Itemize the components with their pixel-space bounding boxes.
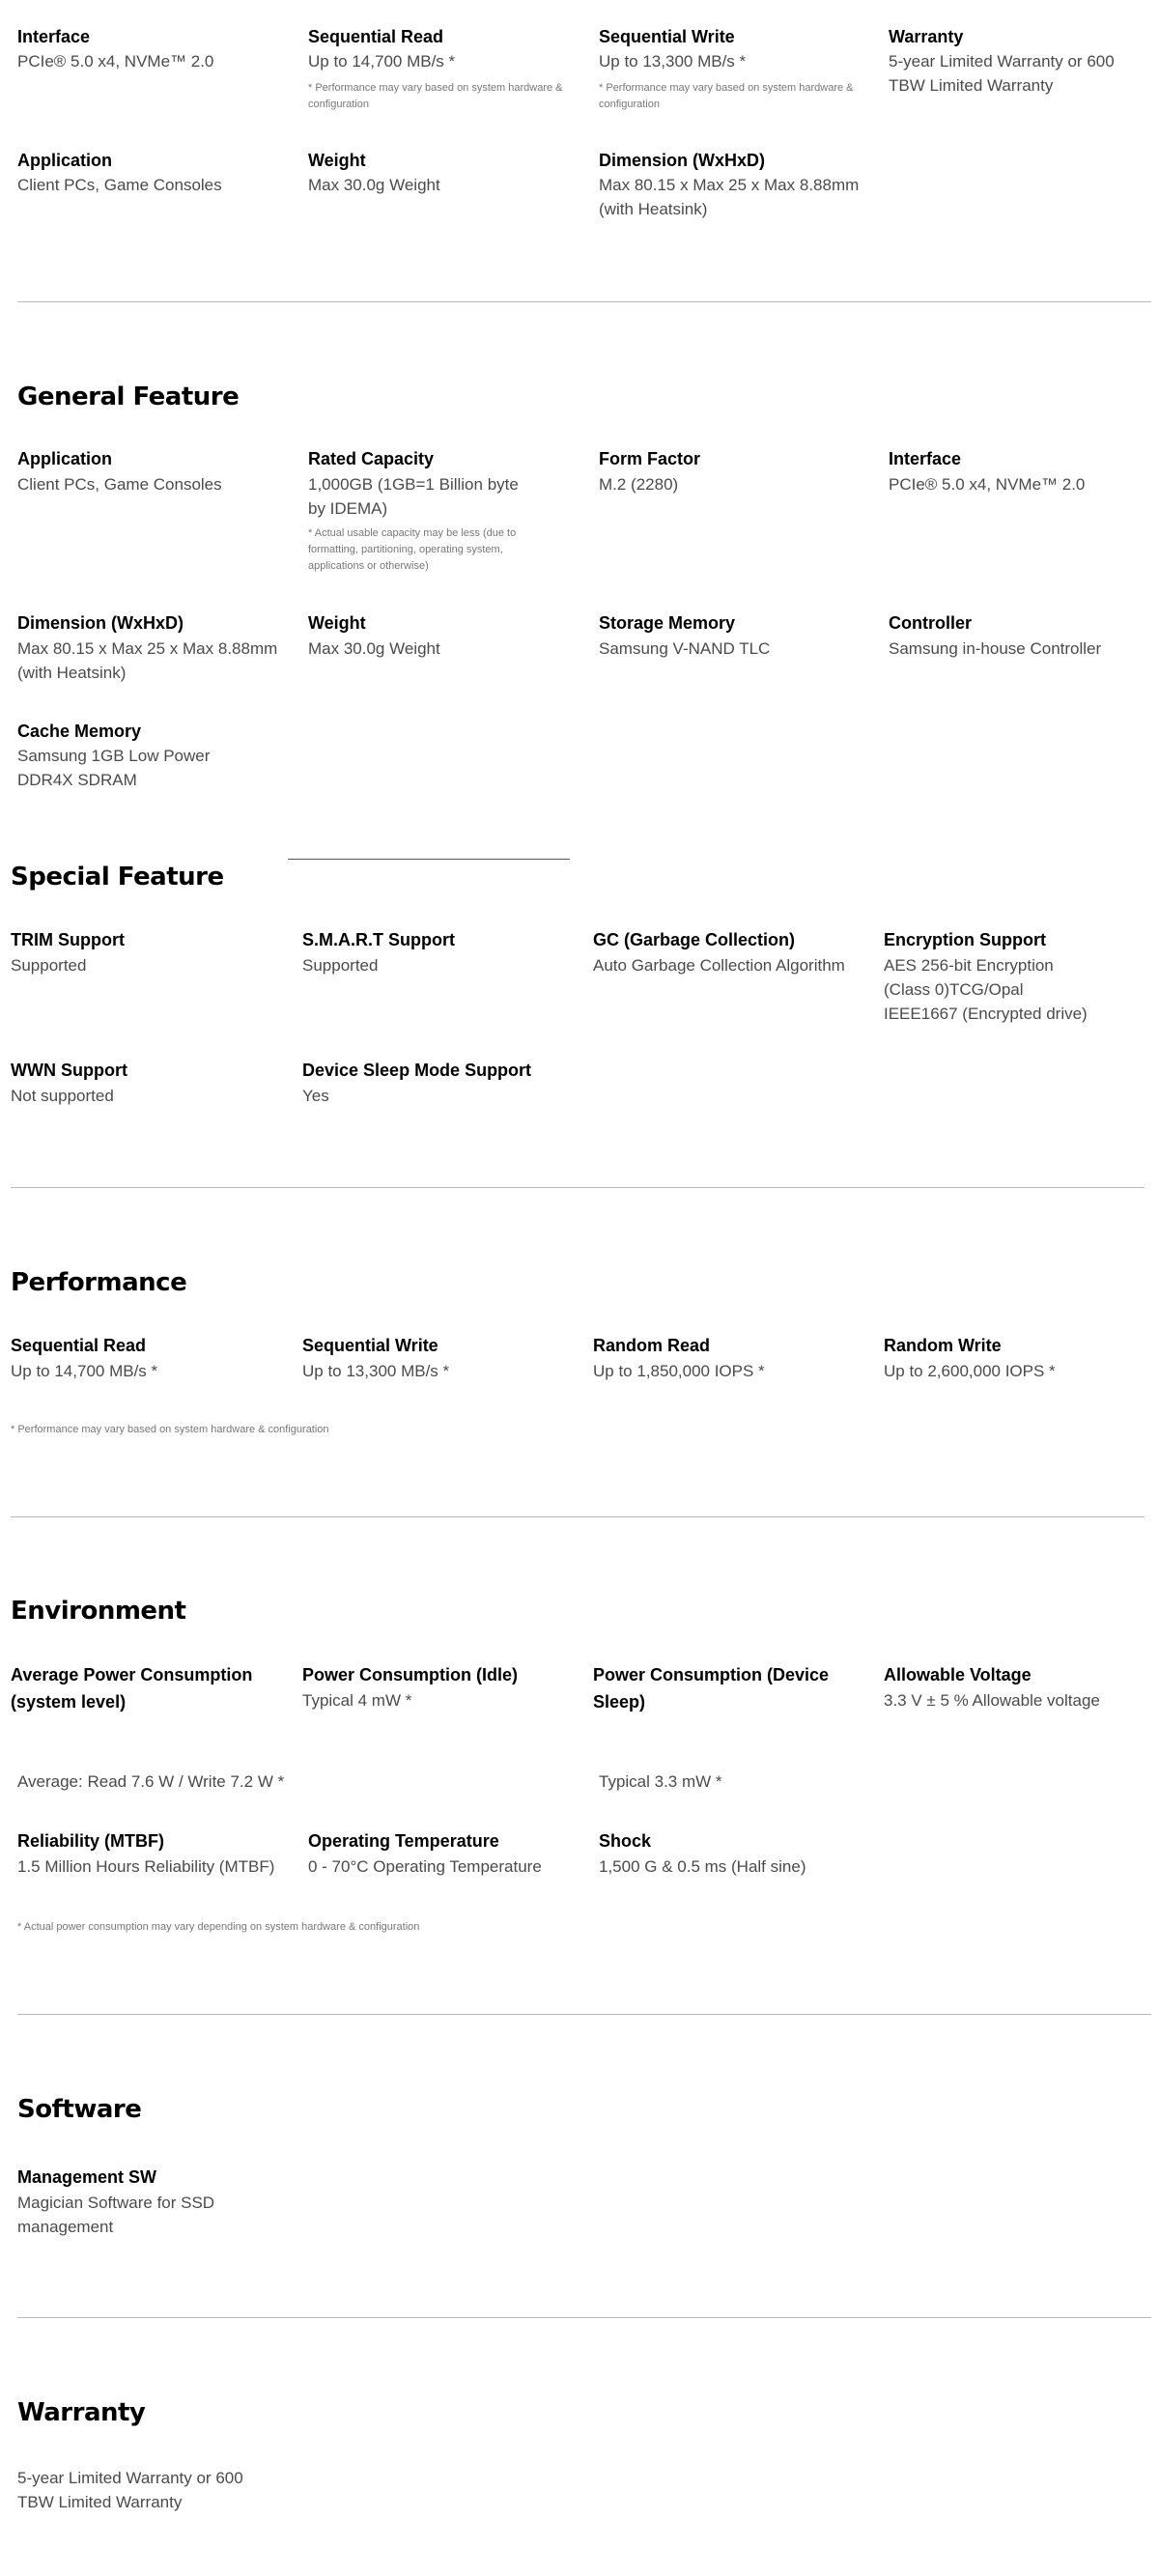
spec-value: Up to 14,700 MB/s * <box>308 52 456 71</box>
spec-note: * Performance may vary based on system hardware & configuration <box>11 1424 329 1435</box>
spec-note: * Actual power consumption may vary depending on system hardware & configuration <box>17 1921 420 1933</box>
spec-label: Application <box>17 449 112 468</box>
spec-label: Encryption Support <box>884 930 1046 949</box>
spec-value: AES 256-bit Encryption (Class 0)TCG/Opal IEEE1667 (Encrypted drive) <box>884 956 1088 1023</box>
spec-value: Max 80.15 x Max 25 x Max 8.88mm (with Heatsink) <box>17 639 278 682</box>
spec-label: Sequential Write <box>302 1336 438 1355</box>
spec-label: Cache Memory <box>17 722 142 741</box>
section-title: Special Feature <box>11 863 224 892</box>
spec-value: Up to 13,300 MB/s * <box>599 52 747 71</box>
spec-label: WWN Support <box>11 1061 127 1080</box>
spec-label: Management SW <box>17 2167 157 2187</box>
section-divider <box>17 301 1151 302</box>
spec-value: 1,000GB (1GB=1 Billion byte by IDEMA) <box>308 475 519 518</box>
spec-label: Average Power Consumption (system level) <box>11 1665 253 1712</box>
spec-label: Device Sleep Mode Support <box>302 1061 532 1080</box>
spec-value: PCIe® 5.0 x4, NVMe™ 2.0 <box>889 475 1086 494</box>
spec-value: Samsung in-house Controller <box>889 639 1102 658</box>
spec-label: Warranty <box>889 27 964 46</box>
spec-label: Sequential Read <box>308 27 444 46</box>
spec-label: Random Read <box>593 1336 711 1355</box>
spec-label: Sequential Write <box>599 27 735 46</box>
spec-label: Storage Memory <box>599 613 736 633</box>
spec-value: Client PCs, Game Consoles <box>17 475 222 494</box>
spec-note: * Performance may vary based on system hardware & configuration <box>308 82 563 110</box>
spec-value: Up to 14,700 MB/s * <box>11 1362 158 1380</box>
spec-value: Typical 4 mW * <box>302 1691 412 1710</box>
spec-value: Supported <box>11 956 87 975</box>
spec-value: Not supported <box>11 1087 114 1105</box>
spec-label: Dimension (WxHxD) <box>17 613 184 633</box>
spec-value: Max 80.15 x Max 25 x Max 8.88mm (with Heatsink) <box>599 176 860 218</box>
spec-label: Form Factor <box>599 449 701 468</box>
spec-value: M.2 (2280) <box>599 475 679 494</box>
section-title: General Feature <box>17 382 240 411</box>
spec-value: Client PCs, Game Consoles <box>17 176 222 194</box>
section-divider <box>11 1516 1145 1517</box>
spec-label: TRIM Support <box>11 930 125 949</box>
spec-value: Up to 13,300 MB/s * <box>302 1362 450 1380</box>
spec-label: Controller <box>889 613 973 633</box>
spec-label: Weight <box>308 613 366 633</box>
section-title: Performance <box>11 1268 187 1297</box>
spec-label: Random Write <box>884 1336 1002 1355</box>
spec-label: Rated Capacity <box>308 449 435 468</box>
spec-value: 0 - 70°C Operating Temperature <box>308 1857 542 1876</box>
spec-value: Max 30.0g Weight <box>308 176 440 194</box>
section-title: Environment <box>11 1597 186 1626</box>
spec-value: Max 30.0g Weight <box>308 639 440 658</box>
spec-label: Interface <box>889 449 962 468</box>
spec-label: GC (Garbage Collection) <box>593 930 796 949</box>
spec-value: Samsung V-NAND TLC <box>599 639 771 658</box>
section-title: Software <box>17 2095 142 2124</box>
section-divider <box>288 859 570 860</box>
spec-value: Yes <box>302 1087 329 1105</box>
spec-value: Auto Garbage Collection Algorithm <box>593 956 845 975</box>
spec-label: S.M.A.R.T Support <box>302 930 455 949</box>
spec-value: 1,500 G & 0.5 ms (Half sine) <box>599 1857 806 1876</box>
spec-value: Up to 2,600,000 IOPS * <box>884 1362 1056 1380</box>
spec-value: Samsung 1GB Low Power DDR4X SDRAM <box>17 747 211 789</box>
spec-label: Shock <box>599 1831 652 1851</box>
spec-note: * Performance may vary based on system hardware & configuration <box>599 82 854 110</box>
section-title: Warranty <box>17 2398 146 2427</box>
spec-value: 5-year Limited Warranty or 600 TBW Limited Warranty <box>17 2469 243 2511</box>
spec-label: Application <box>17 151 112 170</box>
spec-value: 1.5 Million Hours Reliability (MTBF) <box>17 1857 275 1876</box>
section-divider <box>17 2014 1151 2015</box>
spec-label: Weight <box>308 151 366 170</box>
spec-note: * Actual usable capacity may be less (due to formatting, partitioning, operating system, applications or otherwise) <box>308 527 517 572</box>
spec-label: Allowable Voltage <box>884 1665 1032 1684</box>
spec-value: Typical 3.3 mW * <box>599 1772 722 1791</box>
spec-label: Reliability (MTBF) <box>17 1831 164 1851</box>
spec-value: PCIe® 5.0 x4, NVMe™ 2.0 <box>17 52 214 71</box>
spec-value: Up to 1,850,000 IOPS * <box>593 1362 765 1380</box>
section-divider <box>17 2317 1151 2318</box>
spec-value: Magician Software for SSD management <box>17 2194 215 2236</box>
spec-value: Average: Read 7.6 W / Write 7.2 W * <box>17 1772 285 1791</box>
spec-label: Operating Temperature <box>308 1831 499 1851</box>
spec-value: 5-year Limited Warranty or 600 TBW Limited Warranty <box>889 52 1115 95</box>
spec-label: Dimension (WxHxD) <box>599 151 766 170</box>
spec-label: Sequential Read <box>11 1336 147 1355</box>
section-divider <box>11 1187 1145 1188</box>
spec-label: Interface <box>17 27 91 46</box>
spec-label: Power Consumption (Idle) <box>302 1665 518 1684</box>
spec-value: Supported <box>302 956 379 975</box>
spec-value: 3.3 V ± 5 % Allowable voltage <box>884 1691 1100 1710</box>
spec-label: Power Consumption (Device Sleep) <box>593 1665 830 1712</box>
